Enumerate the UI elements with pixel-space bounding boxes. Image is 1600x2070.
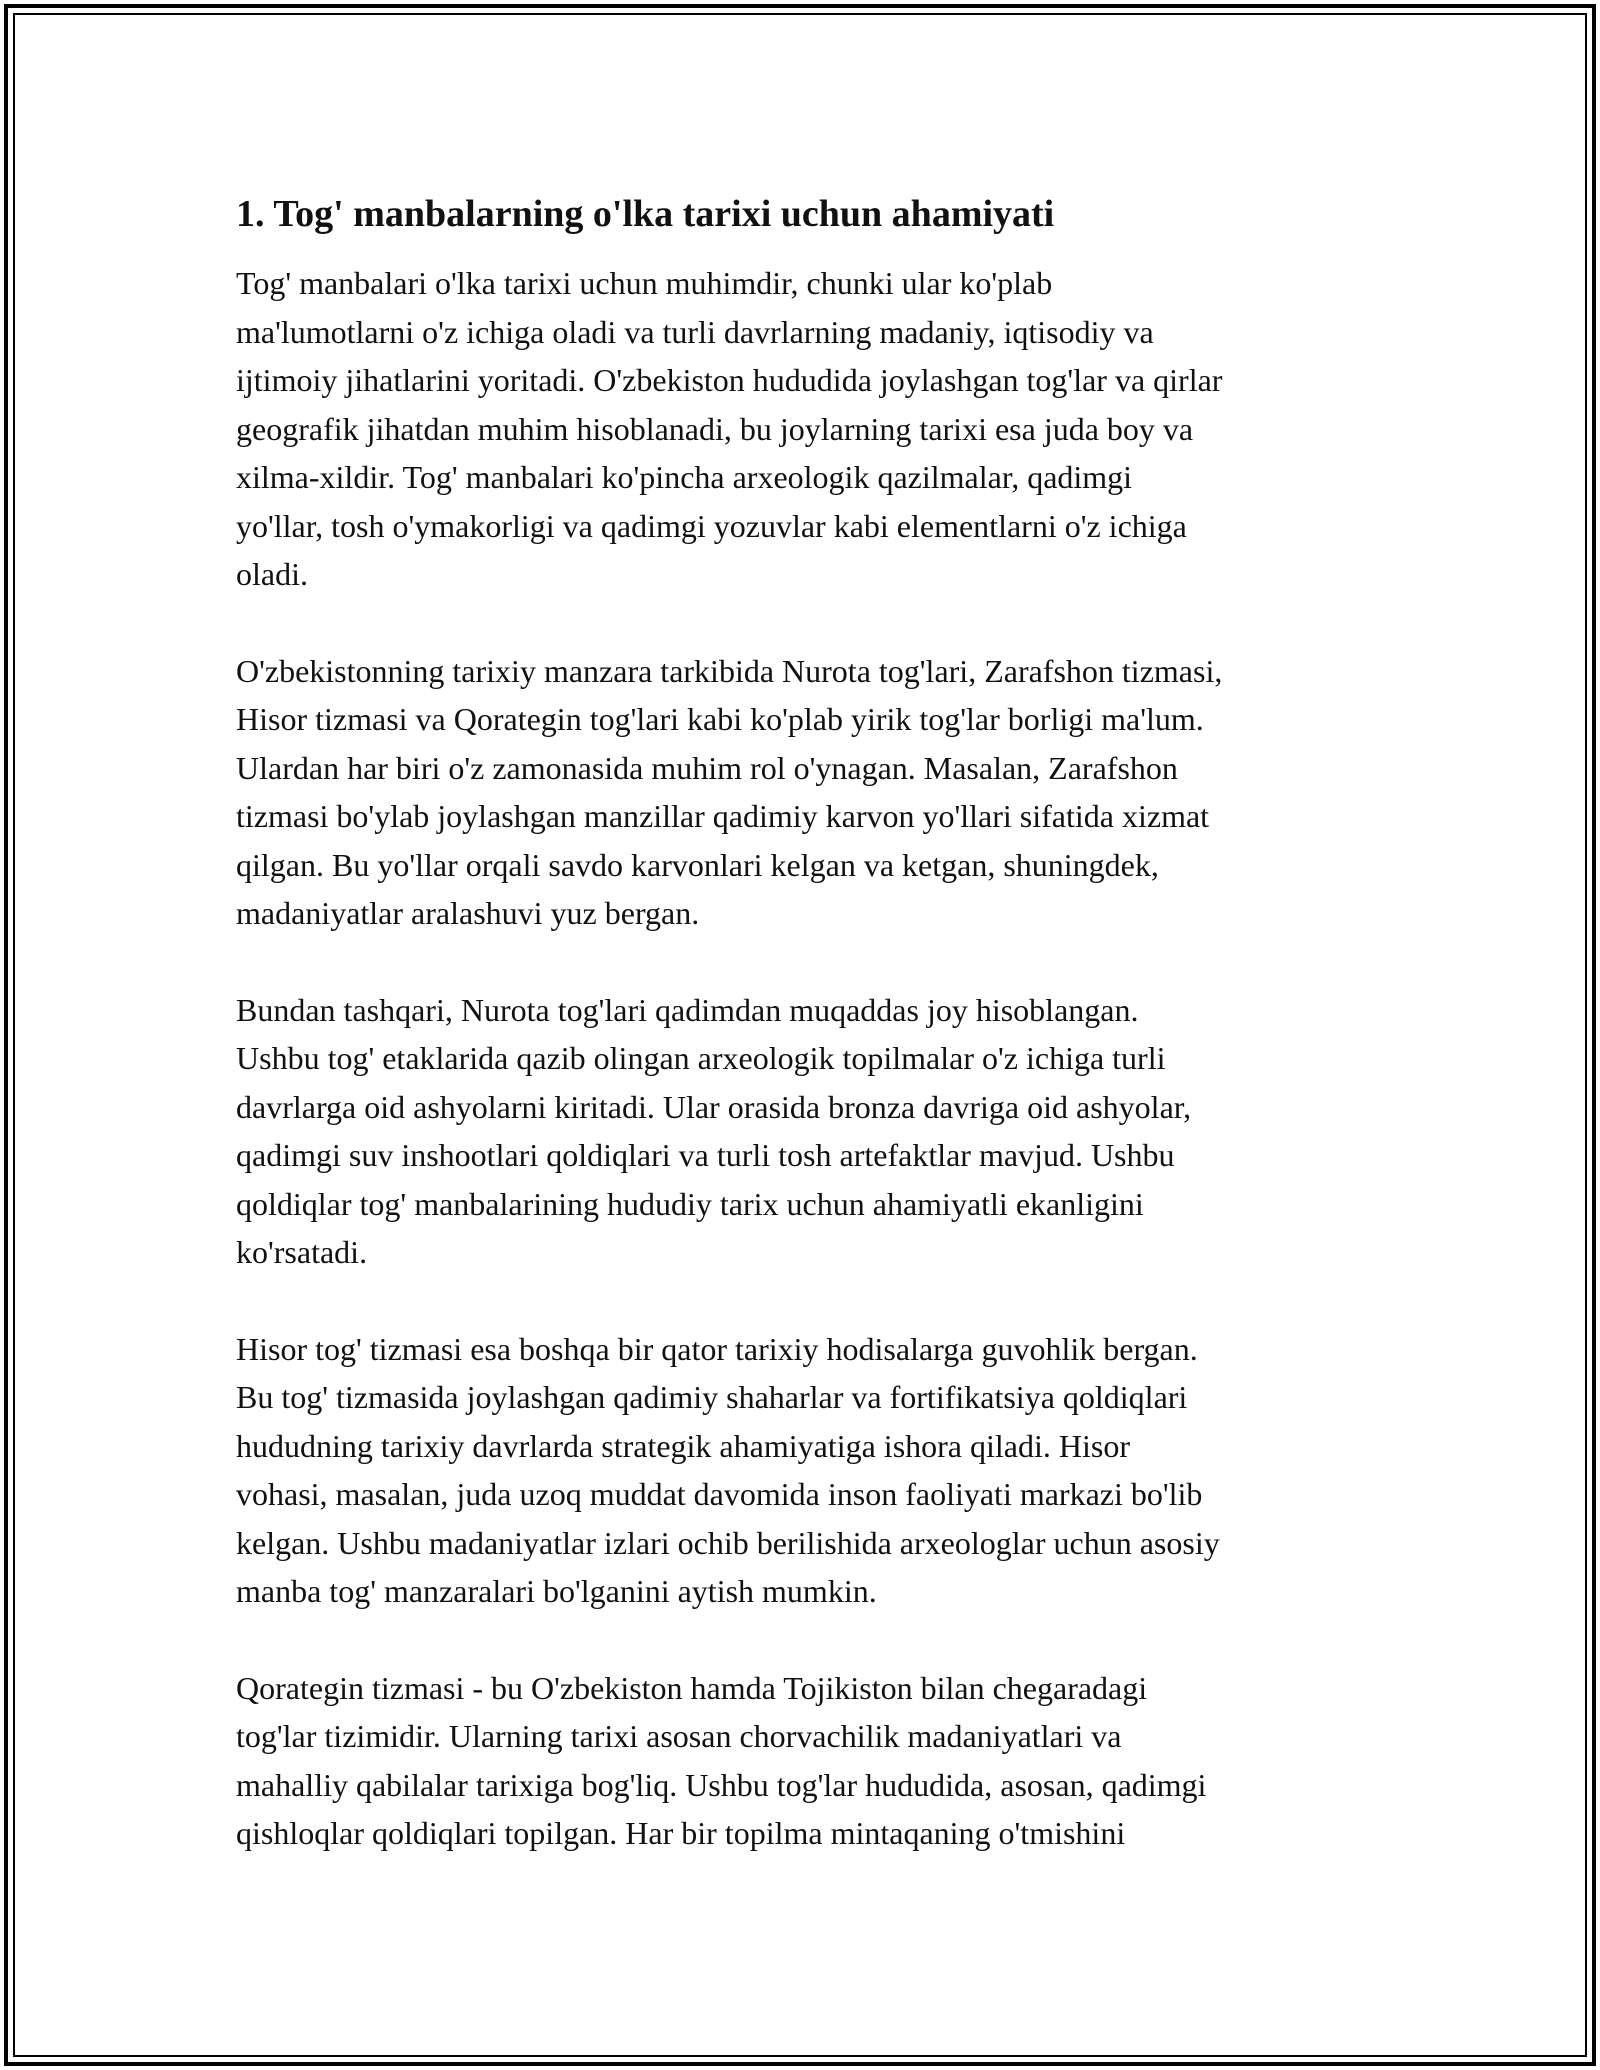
document-body — [236, 186, 1376, 1858]
paragraph-3 — [236, 986, 1376, 1277]
section-heading: 1. Tog' manbalarning o'lka tarixi uchun ahamiyati — [236, 193, 1055, 235]
text-line: Tog' manbalari o'lka tarixi uchun muhimdir, chunki ular ko'plab — [236, 265, 1053, 301]
text-line: ko'rsatadi. — [236, 1234, 368, 1270]
text-line: manba tog' manzaralari bo'lganini aytish mumkin. — [236, 1573, 877, 1609]
text-line: oladi. — [236, 556, 308, 592]
text-line: kelgan. Ushbu madaniyatlar izlari ochib berilishida arxeologlar uchun asosiy — [236, 1524, 1220, 1561]
text-line: Qorategin tizmasi - bu O'zbekiston hamda Tojikiston bilan chegaradagi — [236, 1669, 1148, 1706]
text-line: tog'lar tizimidir. Ularning tarixi asosan chorvachilik madaniyatlari va — [236, 1718, 1122, 1754]
paragraph-4 — [236, 1325, 1376, 1616]
text-line: qoldiqlar tog' manbalarining hududiy tarix uchun ahamiyatli ekanligini — [236, 1185, 1144, 1222]
text-line: ma'lumotlarni o'z ichiga oladi va turli davrlarning madaniy, iqtisodiy va — [236, 313, 1154, 350]
text-line: qilgan. Bu yo'llar orqali savdo karvonlari kelgan va ketgan, shuningdek, — [236, 846, 1159, 883]
text-line: yo'llar, tosh o'ymakorligi va qadimgi yozuvlar kabi elementlarni o'z ichiga — [236, 507, 1187, 544]
text-line: qadimgi suv inshootlari qoldiqlari va turli tosh artefaktlar mavjud. Ushbu — [236, 1137, 1175, 1173]
paragraph-5 — [236, 1664, 1376, 1858]
text-line: xilma-xildir. Tog' manbalari ko'pincha arxeologik qazilmalar, qadimgi — [236, 459, 1133, 495]
text-line: qishloqlar qoldiqlari topilgan. Har bir topilma mintaqaning o'tmishini — [236, 1815, 1126, 1851]
text-line: Hisor tizmasi va Qorategin tog'lari kabi ko'plab yirik tog'lar borligi ma'lum. — [236, 701, 1204, 737]
text-line: Ulardan har biri o'z zamonasida muhim rol o'ynagan. Masalan, Zarafshon — [236, 749, 1178, 786]
text-line: vohasi, masalan, juda uzoq muddat davomida inson faoliyati markazi bo'lib — [236, 1476, 1203, 1512]
text-line: davrlarga oid ashyolarni kiritadi. Ular orasida bronza davriga oid ashyolar, — [236, 1088, 1192, 1125]
text-line: Hisor tog' tizmasi esa boshqa bir qator tarixiy hodisalarga guvohlik bergan. — [236, 1330, 1198, 1367]
text-line: ijtimoiy jihatlarini yoritadi. O'zbekiston hududida joylashgan tog'lar va qirlar — [236, 362, 1223, 398]
text-line: geografik jihatdan muhim hisoblanadi, bu joylarning tarixi esa juda boy va — [236, 410, 1194, 447]
text-line: mahalliy qabilalar tarixiga bog'liq. Ushbu tog'lar hududida, asosan, qadimgi — [236, 1766, 1207, 1803]
text-line: Ushbu tog' etaklarida qazib olingan arxeologik topilmalar o'z ichiga turli — [236, 1040, 1166, 1076]
paragraph-1 — [236, 259, 1376, 599]
text-line: madaniyatlar aralashuvi yuz bergan. — [236, 895, 700, 931]
paragraph-2 — [236, 647, 1376, 938]
text-line: hududning tarixiy davrlarda strategik ahamiyatiga ishora qiladi. Hisor — [236, 1427, 1130, 1464]
text-line: Bu tog' tizmasida joylashgan qadimiy shaharlar va fortifikatsiya qoldiqlari — [236, 1379, 1188, 1415]
text-line: O'zbekistonning tarixiy manzara tarkibida Nurota tog'lari, Zarafshon tizmasi, — [236, 652, 1223, 689]
text-line: Bundan tashqari, Nurota tog'lari qadimdan muqaddas joy hisoblangan. — [236, 991, 1139, 1028]
text-line: tizmasi bo'ylab joylashgan manzillar qadimiy karvon yo'llari sifatida xizmat — [236, 798, 1210, 834]
